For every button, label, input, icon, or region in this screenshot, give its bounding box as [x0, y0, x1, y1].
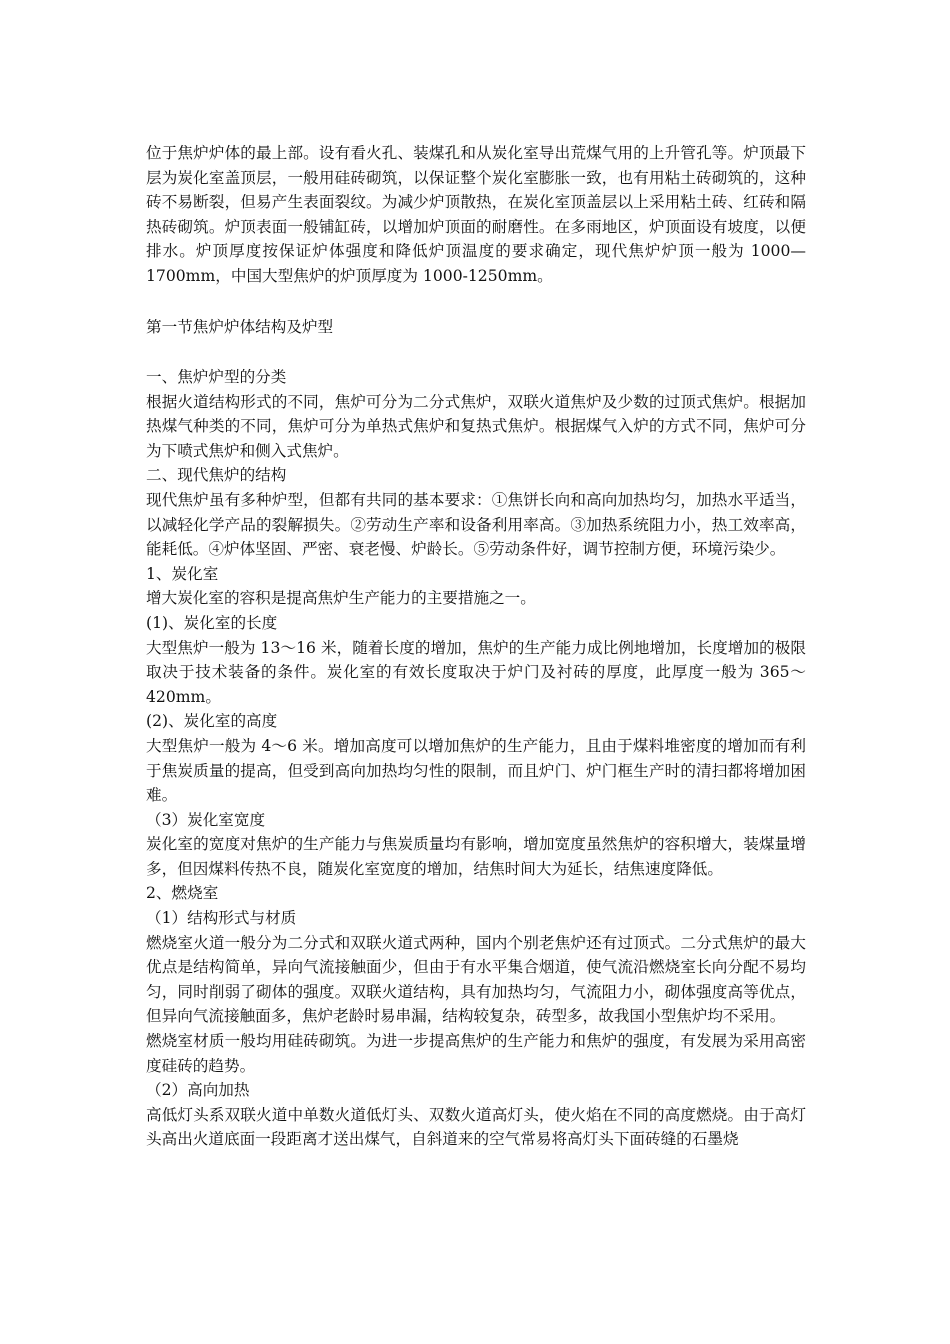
- heading: 一、焦炉炉型的分类: [146, 368, 287, 386]
- intro-paragraph-block: [146, 141, 806, 289]
- paragraph: 增大炭化室的容积是提高焦炉生产能力的主要措施之一。: [146, 589, 536, 608]
- document-body: [146, 365, 806, 1152]
- paragraph: 大型焦炉一般为 13～16 米，随着长度的增加，焦炉的生产能力成比例地增加，长度增加的极限取决于技术装备的条件。炭化室的有效长度取决于炉门及衬砖的厚度，此厚度一般为 365～420mm。: [146, 638, 806, 706]
- heading: 2、燃烧室: [146, 884, 219, 903]
- paragraph: 现代焦炉虽有多种炉型，但都有共同的基本要求：①焦饼长向和高向加热均匀，加热水平适当，以减轻化学产品的裂解损失。②劳动生产率和设备利用率高。③加热系统阻力小，热工效率高，能耗低。④炉体坚固、严密、衰老慢、炉龄长。⑤劳动条件好，调节控制方便，环境污染少。: [146, 490, 806, 559]
- section-heading-block: [146, 315, 806, 340]
- heading: （2）高向加热: [146, 1081, 250, 1100]
- paragraph: 炭化室的宽度对焦炉的生产能力与焦炭质量均有影响，增加宽度虽然焦炉的容积增大，装煤量增多，但因煤料传热不良，随炭化室宽度的增加，结焦时间大为延长，结焦速度降低。: [146, 835, 806, 878]
- section-title: 第一节焦炉炉体结构及炉型: [146, 318, 334, 336]
- heading: (1)、炭化室的长度: [146, 613, 278, 632]
- paragraph: 燃烧室火道一般分为二分式和双联火道式两种，国内个别老焦炉还有过顶式。二分式焦炉的最大优点是结构简单，异向气流接触面少，但由于有水平集合烟道，使气流沿燃烧室长向分配不易均匀，同时削弱了砌体的强度。双联火道结构，具有加热均匀，气流阻力小，砌体强度高等优点，但异向气流接触面多，焦炉老龄时易串漏，结构较复杂，砖型多，故我国小型焦炉均不采用。: [146, 933, 806, 1026]
- heading: （1）结构形式与材质: [146, 909, 297, 928]
- heading: 1、炭化室: [146, 564, 219, 583]
- heading: 二、现代焦炉的结构: [146, 466, 287, 485]
- paragraph: 大型焦炉一般为 4～6 米。增加高度可以增加焦炉的生产能力，且由于煤料堆密度的增加而有利于焦炭质量的提高，但受到高向加热均匀性的限制，而且炉门、炉门框生产时的清扫都将增加困难。: [146, 736, 806, 805]
- heading: (2)、炭化室的高度: [146, 712, 278, 731]
- paragraph: 高低灯头系双联火道中单数火道低灯头、双数火道高灯头，使火焰在不同的高度燃烧。由于高灯头高出火道底面一段距离才送出煤气，自斜道来的空气常易将高灯头下面砖缝的石墨烧: [146, 1105, 806, 1149]
- paragraph: 根据火道结构形式的不同，焦炉可分为二分式焦炉，双联火道焦炉及少数的过顶式焦炉。根据加热煤气种类的不同，焦炉可分为单热式焦炉和复热式焦炉。根据煤气入炉的方式不同，焦炉可分为下喷式焦炉和侧入式焦炉。: [146, 392, 806, 460]
- paragraph: 燃烧室材质一般均用硅砖砌筑。为进一步提高焦炉的生产能力和焦炉的强度，有发展为采用高密度硅砖的趋势。: [146, 1032, 806, 1075]
- intro-paragraph: 位于焦炉炉体的最上部。设有看火孔、装煤孔和从炭化室导出荒煤气用的上升管孔等。炉顶最下层为炭化室盖顶层，一般用硅砖砌筑，以保证整个炭化室膨胀一致，也有用粘土砖砌筑的，这种砖不易断裂，但易产生表面裂纹。为减少炉顶散热，在炭化室顶盖层以上采用粘土砖、红砖和隔热砖砌筑。炉顶表面一般铺缸砖，以增加炉顶面的耐磨性。在多雨地区，炉顶面设有坡度，以便排水。炉顶厚度按保证炉体强度和降低炉顶温度的要求确定，现代焦炉炉顶一般为 1000—1700mm，中国大型焦炉的炉顶厚度为 1000-1250mm。: [146, 144, 806, 285]
- heading: （3）炭化室宽度: [146, 810, 266, 829]
